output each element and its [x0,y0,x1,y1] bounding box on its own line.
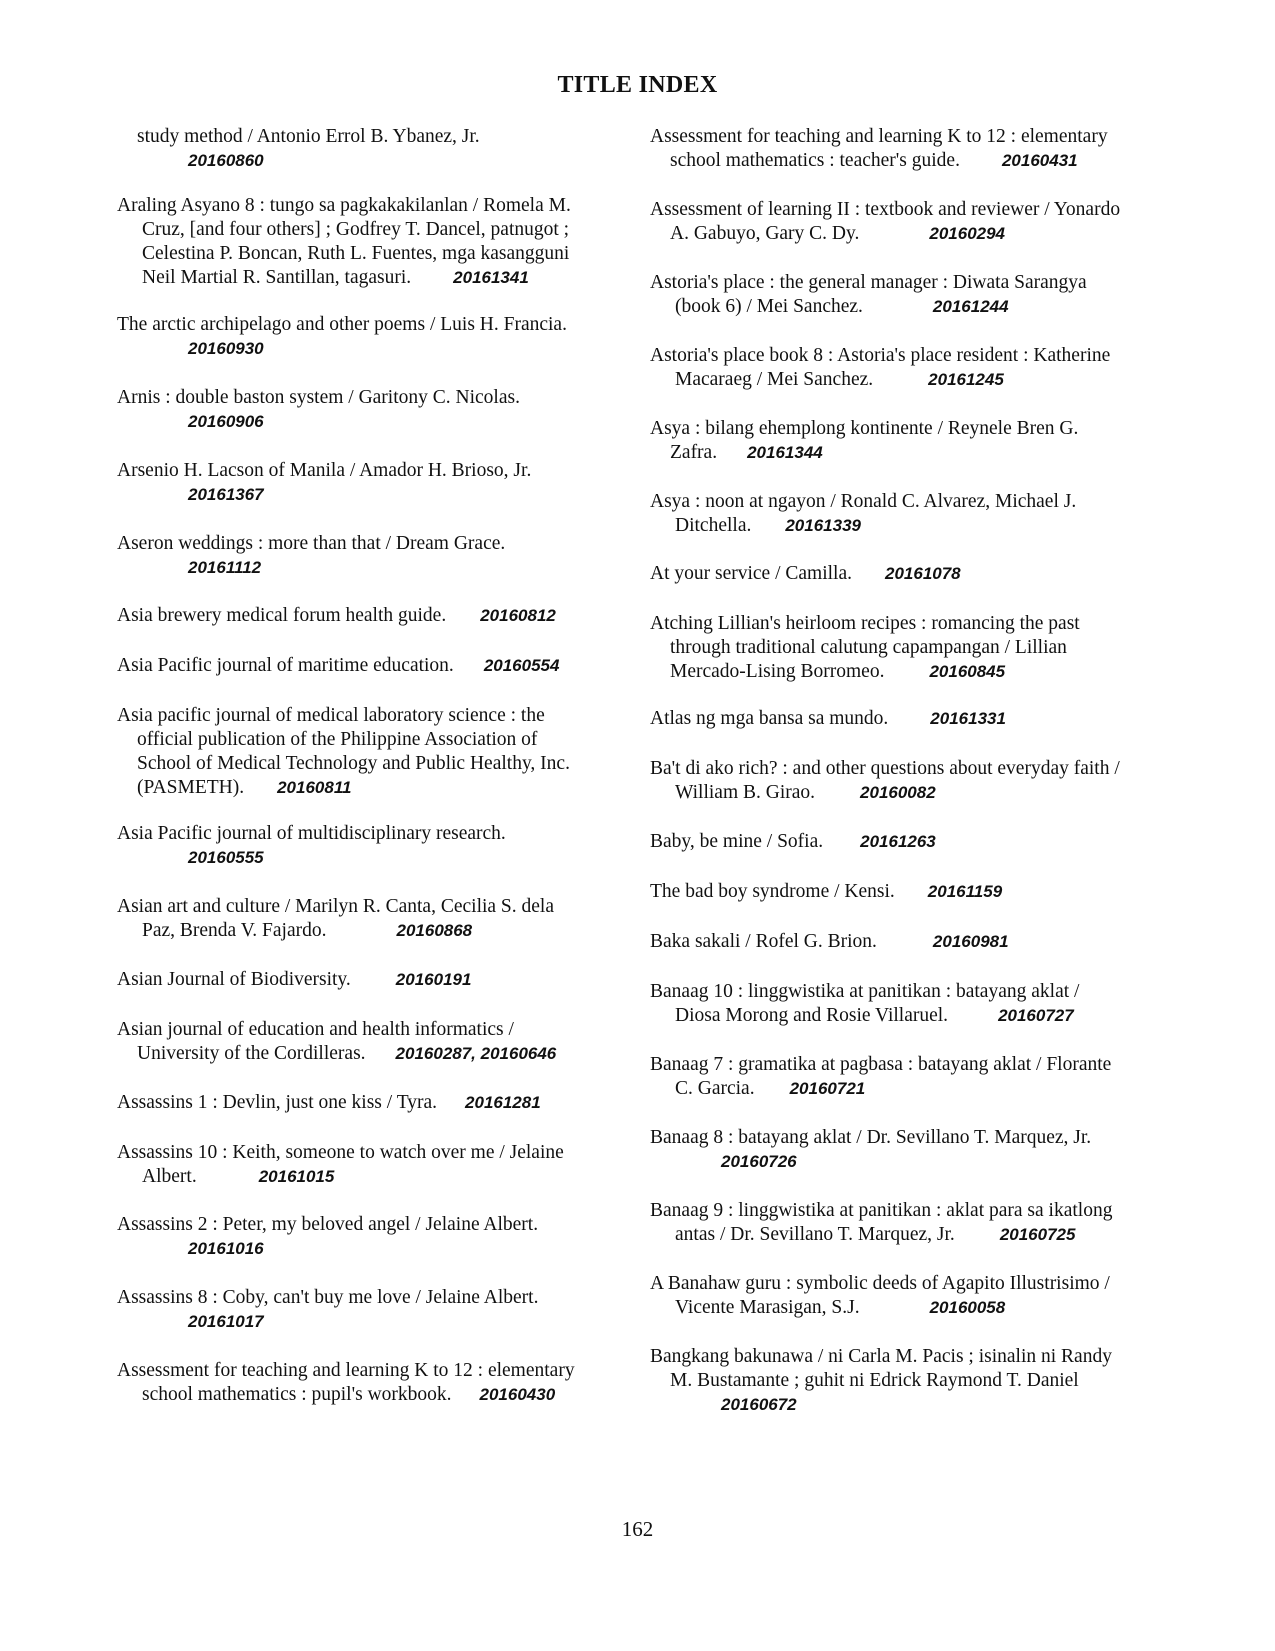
accession-number: 20160721 [789,1079,866,1098]
index-entry [117,532,612,580]
accession-number: 20160082 [860,783,936,802]
entry-text: antas / Dr. Sevillano T. Marquez, Jr. [675,1224,955,1245]
entry-line [117,386,612,410]
entry-text: Diosa Morong and Rosie Villaruel. [675,1005,949,1026]
index-entry [117,1213,612,1261]
accession-number: 20161078 [885,564,961,583]
index-entry [650,562,1175,586]
index-entry [117,822,612,870]
entry-text: The arctic archipelago and other poems / Luis H. Francia. [117,314,567,335]
entry-line [650,830,1175,854]
index-entry [650,1272,1175,1320]
accession-number: 20161017 [188,1312,264,1331]
entry-line [650,222,1175,246]
entry-line [117,1165,612,1189]
index-entry [650,880,1175,904]
index-entry [650,757,1175,805]
entry-text: Macaraeg / Mei Sanchez. [675,369,874,390]
entry-line [117,1141,612,1165]
entry-line [117,895,612,919]
page-title: TITLE INDEX [557,72,718,98]
entry-text: Assassins 1 : Devlin, just one kiss / Tyra. [117,1092,438,1113]
entry-text: Cruz, [and four others] ; Godfrey T. Dancel, patnugot ; [142,219,570,240]
accession-number: 20161344 [747,443,823,462]
accession-number: 20160868 [396,921,473,940]
entry-line [650,707,1175,731]
entry-text: Baby, be mine / Sofia. [650,831,824,852]
index-entry [650,707,1175,731]
entry-line [650,757,1175,781]
entry-text: The bad boy syndrome / Kensi. [650,881,895,902]
entry-line [650,980,1175,1004]
entry-text: Atlas ng mga bansa sa mundo. [650,708,889,729]
accession-number: 20160430 [479,1385,556,1404]
entry-line [117,242,612,266]
entry-line [117,654,612,678]
entry-line [650,1126,1175,1150]
index-entry [650,1126,1175,1174]
entry-line [650,368,1175,392]
entry-line [117,149,612,173]
accession-number: 20160981 [932,932,1009,951]
entry-line [117,1383,612,1407]
entry-text: Asia pacific journal of medical laboratory science : the [117,705,545,726]
entry-line [650,1199,1175,1223]
index-entry [650,930,1175,954]
entry-line [650,1223,1175,1247]
entry-text: Assassins 10 : Keith, someone to watch over me / Jelaine [117,1142,564,1163]
index-entry [117,1286,612,1334]
entry-line [117,1359,612,1383]
index-entry [117,1091,612,1115]
entry-line [117,704,612,728]
entry-text: (book 6) / Mei Sanchez. [675,296,863,317]
entry-line [117,1018,612,1042]
entry-line [117,483,612,507]
entry-text: Mercado-Lising Borromeo. [670,661,885,682]
entry-line [117,752,612,776]
entry-text: Asya : noon at ngayon / Ronald C. Alvarez, Michael J. [650,491,1077,512]
entry-text: Albert. [142,1166,197,1187]
entry-line [650,1345,1175,1369]
index-entry [117,654,612,678]
entry-text: University of the Cordilleras. [137,1043,366,1064]
entry-text: Neil Martial R. Santillan, tagasuri. [142,267,412,288]
entry-text: Ba't di ako rich? : and other questions about everyday faith / [650,758,1120,779]
entry-text: At your service / Camilla. [650,563,852,584]
accession-number: 20161263 [860,832,936,851]
accession-number: 20160725 [999,1225,1076,1244]
index-entry [117,194,612,290]
entry-line [117,125,612,149]
entry-line [650,781,1175,805]
entry-text: school mathematics : pupil's workbook. [142,1384,452,1405]
entry-text: A. Gabuyo, Gary C. Dy. [670,223,860,244]
index-entry [117,313,612,361]
accession-number: 20160726 [721,1152,797,1171]
entry-line [117,1310,612,1334]
index-entry [117,1018,612,1066]
entry-line [117,1286,612,1310]
entry-line [650,1150,1175,1174]
accession-number: 20161159 [927,882,1003,901]
entry-text: Astoria's place book 8 : Astoria's place resident : Katherine [650,345,1111,366]
accession-number: 20160058 [929,1298,1006,1317]
entry-line [650,636,1175,660]
index-entry [650,125,1175,173]
entry-line [650,1369,1175,1393]
entry-line [650,1053,1175,1077]
entry-line [117,604,612,628]
accession-number: 20161341 [453,268,529,287]
entry-line [650,1296,1175,1320]
index-entry [117,1359,612,1407]
entry-line [117,968,612,992]
entry-line [117,218,612,242]
accession-number: 20161281 [465,1093,541,1112]
entry-line [650,880,1175,904]
accession-number: 20160431 [1001,151,1078,170]
entry-line [650,198,1175,222]
entry-text: Arnis : double baston system / Garitony C. Nicolas. [117,387,520,408]
index-entry [650,980,1175,1028]
entry-text: (PASMETH). [137,777,245,798]
entry-text: Banaag 8 : batayang aklat / Dr. Sevillano T. Marquez, Jr. [650,1127,1092,1148]
accession-number: 20161112 [188,558,262,577]
accession-number: 20161016 [188,1239,264,1258]
index-entry [117,895,612,943]
entry-line [650,562,1175,586]
index-entry [650,1345,1175,1417]
index-entry [650,271,1175,319]
accession-number: 20160555 [188,848,264,867]
accession-number: 20160860 [188,151,264,170]
entry-line [650,490,1175,514]
entry-line [117,846,612,870]
entry-text: Ditchella. [675,515,752,536]
entry-line [650,125,1175,149]
index-entry [117,125,612,173]
entry-line [650,344,1175,368]
entry-line [650,612,1175,636]
entry-text: Banaag 7 : gramatika at pagbasa : batayang aklat / Florante [650,1054,1112,1075]
entry-text: Araling Asyano 8 : tungo sa pagkakakilanlan / Romela M. [117,195,571,216]
entry-text: Baka sakali / Rofel G. Brion. [650,931,877,952]
entry-line [117,1213,612,1237]
entry-text: Assassins 8 : Coby, can't buy me love / Jelaine Albert. [117,1287,539,1308]
entry-text: Asian Journal of Biodiversity. [117,969,351,990]
entry-line [117,919,612,943]
entry-text: Assessment for teaching and learning K to 12 : elementary [650,126,1108,147]
entry-text: through traditional calutung capampangan / Lillian [670,637,1067,658]
entry-text: Arsenio H. Lacson of Manila / Amador H. Brioso, Jr. [117,460,532,481]
index-entry [650,1199,1175,1247]
accession-number: 20160811 [277,778,352,797]
entry-line [650,295,1175,319]
entry-line [650,441,1175,465]
entry-line [117,337,612,361]
accession-number: 20161339 [785,516,861,535]
entry-line [117,313,612,337]
entry-text: Asia Pacific journal of multidisciplinary research. [117,823,506,844]
entry-text: A Banahaw guru : symbolic deeds of Agapito Illustrisimo / [650,1273,1110,1294]
entry-line [650,930,1175,954]
entry-line [650,271,1175,295]
entry-line [650,1272,1175,1296]
index-entry [117,968,612,992]
accession-number: 20160930 [188,339,264,358]
entry-text: Assassins 2 : Peter, my beloved angel / Jelaine Albert. [117,1214,539,1235]
entry-text: Asian art and culture / Marilyn R. Canta, Cecilia S. dela [117,896,555,917]
accession-number: 20160906 [188,412,264,431]
index-entry [650,612,1175,684]
accession-number: 20161245 [928,370,1004,389]
entry-line [117,556,612,580]
entry-line [117,1237,612,1261]
entry-text: Paz, Brenda V. Fajardo. [142,920,327,941]
entry-text: Assessment of learning II : textbook and reviewer / Yonardo [650,199,1121,220]
entry-text: Asya : bilang ehemplong kontinente / Reynele Bren G. [650,418,1079,439]
page-number: 162 [621,1517,654,1541]
entry-line [117,532,612,556]
index-entry [650,198,1175,246]
entry-line [650,660,1175,684]
entry-text: Banaag 10 : linggwistika at panitikan : batayang aklat / [650,981,1080,1002]
accession-number: 20160672 [721,1395,797,1414]
accession-number: 20160812 [480,606,556,625]
index-entry [117,604,612,628]
accession-number: 20160727 [998,1006,1074,1025]
entry-text: School of Medical Technology and Public Healthy, Inc. [137,753,570,774]
entry-text: William B. Girao. [675,782,816,803]
entry-text: Atching Lillian's heirloom recipes : romancing the past [650,613,1080,634]
index-entry [650,490,1175,538]
accession-number: 20160554 [483,656,560,675]
index-entry [117,704,612,800]
entry-line [117,459,612,483]
entry-text: Astoria's place : the general manager : Diwata Sarangya [650,272,1087,293]
entry-text: official publication of the Philippine Association of [137,729,538,750]
entry-line [117,728,612,752]
entry-line [117,266,612,290]
entry-line [117,1042,612,1066]
entry-text: Asia brewery medical forum health guide. [117,605,447,626]
entry-line [650,417,1175,441]
accession-number: 20161367 [188,485,264,504]
entry-line [650,149,1175,173]
entry-text: Vicente Marasigan, S.J. [675,1297,860,1318]
entry-text: Asian journal of education and health informatics / [117,1019,514,1040]
entry-line [117,194,612,218]
accession-number: 20160294 [929,224,1006,243]
index-entry [650,417,1175,465]
entry-text: M. Bustamante ; guhit ni Edrick Raymond T. Daniel [670,1370,1079,1391]
entry-line [117,776,612,800]
index-entry [650,344,1175,392]
entry-line [650,1393,1175,1417]
entry-line [650,1004,1175,1028]
accession-number: 20161244 [932,297,1009,316]
index-entry [650,1053,1175,1101]
entry-text: Zafra. [670,442,718,463]
accession-number: 20160287, 20160646 [395,1044,557,1063]
entry-text: Asia Pacific journal of maritime education. [117,655,454,676]
entry-text: Celestina P. Boncan, Ruth L. Fuentes, mga kasangguni [142,243,570,264]
accession-number: 20161015 [258,1167,335,1186]
entry-text: Bangkang bakunawa / ni Carla M. Pacis ; isinalin ni Randy [650,1346,1112,1367]
index-entry [117,1141,612,1189]
entry-line [117,822,612,846]
accession-number: 20161331 [930,709,1006,728]
index-entry [117,459,612,507]
entry-line [650,514,1175,538]
index-entry [117,386,612,434]
entry-text: school mathematics : teacher's guide. [670,150,960,171]
entry-text: Assessment for teaching and learning K to 12 : elementary [117,1360,575,1381]
index-entry [650,830,1175,854]
entry-line [650,1077,1175,1101]
entry-text: Banaag 9 : linggwistika at panitikan : aklat para sa ikatlong [650,1200,1113,1221]
entry-line [117,410,612,434]
entry-text: C. Garcia. [675,1078,755,1099]
entry-text: study method / Antonio Errol B. Ybanez, Jr. [137,126,480,147]
accession-number: 20160191 [395,970,472,989]
entry-text: Aseron weddings : more than that / Dream Grace. [117,533,506,554]
accession-number: 20160845 [929,662,1006,681]
entry-line [117,1091,612,1115]
